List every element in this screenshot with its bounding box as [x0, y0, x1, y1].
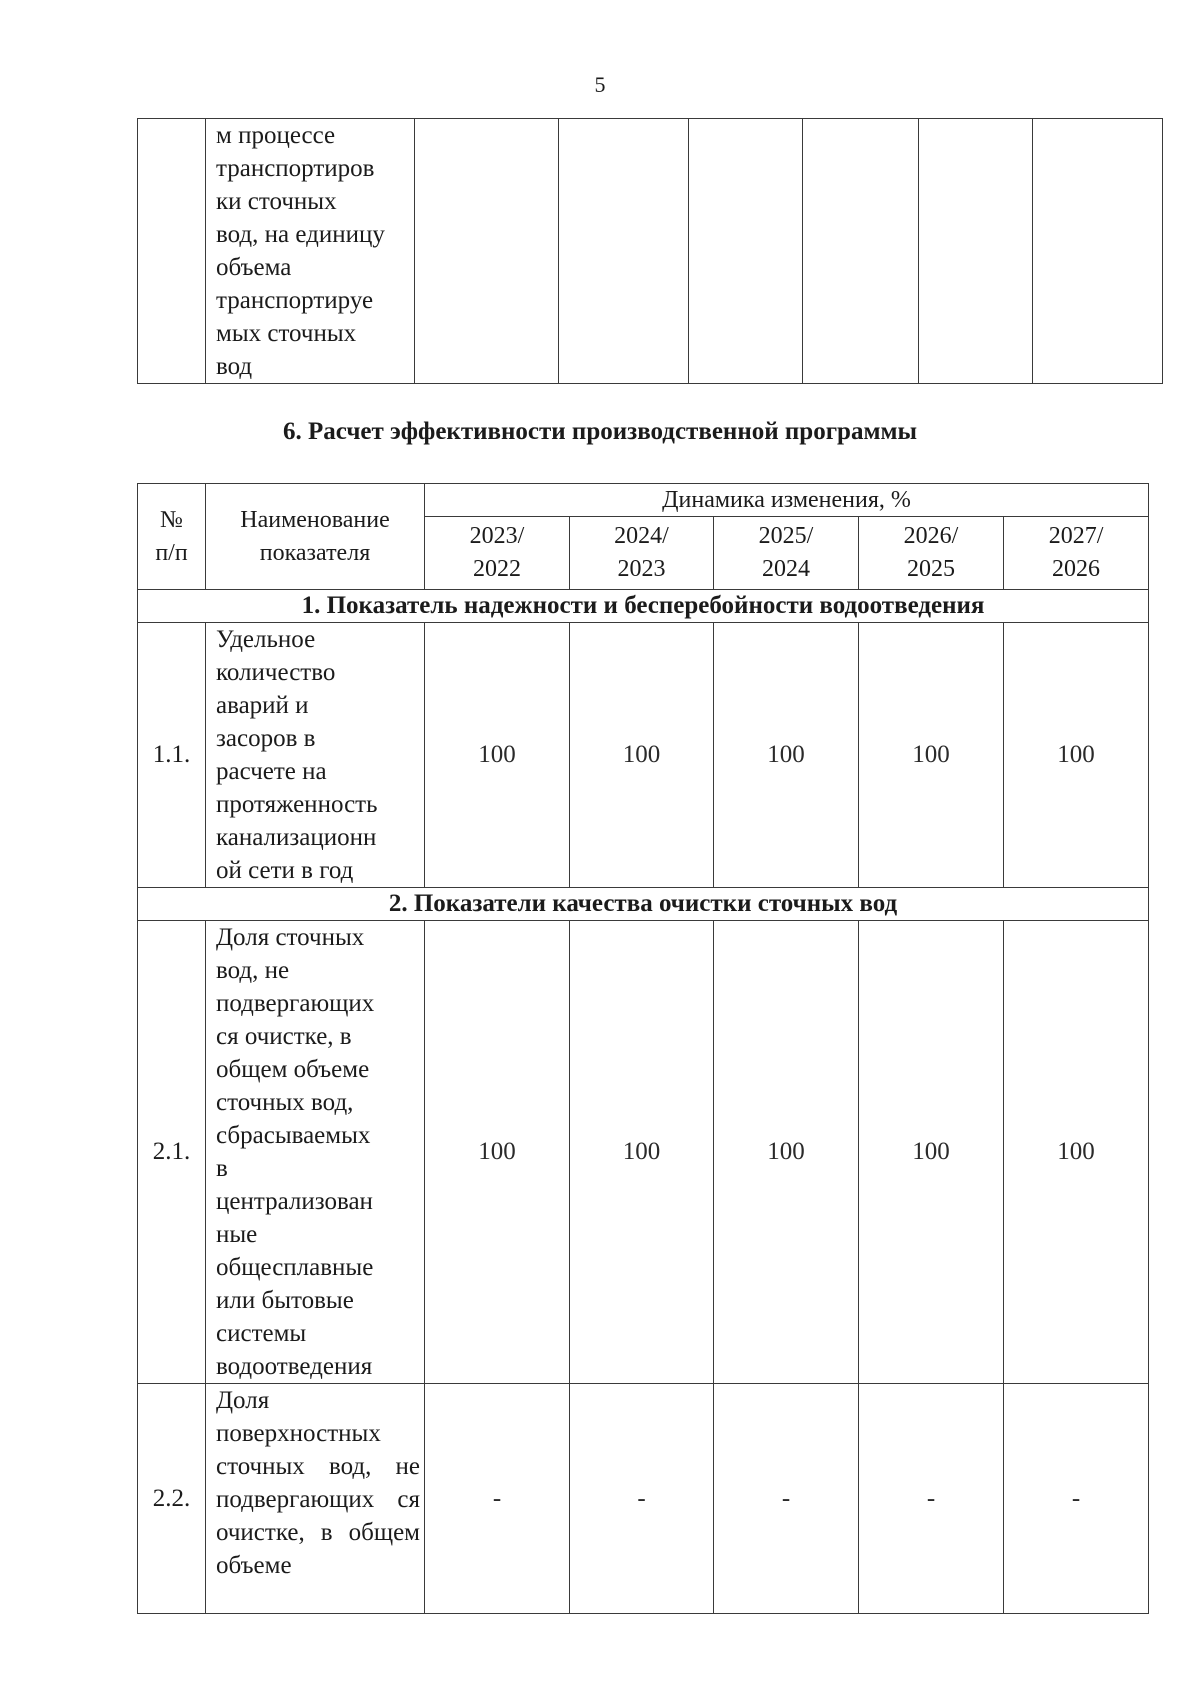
- page-number: 5: [594, 72, 606, 97]
- table-row: [138, 623, 1149, 888]
- row-name: Доля сточных вод, не подвергающих ся очистке, в общем объеме сточных вод, сбрасываемых в централизован ные общесплавные или бытовые системы водоотведения: [206, 921, 425, 1384]
- row-value: -: [425, 1384, 570, 1614]
- continuation-num-cell: [138, 119, 206, 384]
- efficiency-table: [137, 483, 1149, 1614]
- continuation-text: м процессе транспортиров ки сточных вод, на единицу объема транспортируе мых сточных вод: [216, 122, 385, 380]
- continuation-name-cell: [206, 119, 415, 384]
- continuation-value-cell: [559, 119, 689, 384]
- row-value: 100: [714, 623, 859, 888]
- continuation-table: [137, 118, 1163, 384]
- row-value: -: [859, 1384, 1004, 1614]
- row-value: -: [1004, 1384, 1149, 1614]
- group-title: 1. Показатель надежности и бесперебойности водоотведения: [138, 590, 1149, 623]
- row-value: 100: [1004, 921, 1149, 1384]
- row-num: 2.2.: [138, 1384, 206, 1614]
- table-row: [138, 921, 1149, 1384]
- header-year: 2027/ 2026: [1004, 517, 1149, 590]
- group-title: 2. Показатели качества очистки сточных вод: [138, 888, 1149, 921]
- table-row: [138, 1384, 1149, 1614]
- row-name: Удельное количество аварий и засоров в расчете на протяженность канализационн ой сети в год: [206, 623, 425, 888]
- continuation-value-cell: [803, 119, 919, 384]
- header-num-text: № п/п: [155, 506, 188, 566]
- row-value: 100: [425, 623, 570, 888]
- row-num: 2.1.: [138, 921, 206, 1384]
- row-value: 100: [425, 921, 570, 1384]
- continuation-row: [138, 119, 1163, 384]
- header-name-text: Наименование показателя: [240, 506, 390, 566]
- header-dynamics: Динамика изменения, %: [425, 484, 1149, 517]
- group-row: [138, 888, 1149, 921]
- row-value: 100: [714, 921, 859, 1384]
- continuation-value-cell: [415, 119, 559, 384]
- group-row: [138, 590, 1149, 623]
- row-value: -: [570, 1384, 714, 1614]
- header-year: 2023/ 2022: [425, 517, 570, 590]
- row-num: 1.1.: [138, 623, 206, 888]
- row-value: 100: [1004, 623, 1149, 888]
- section-title: 6. Расчет эффективности производственной программы: [282, 418, 918, 445]
- header-year: 2026/ 2025: [859, 517, 1004, 590]
- continuation-value-cell: [919, 119, 1033, 384]
- header-year: 2025/ 2024: [714, 517, 859, 590]
- continuation-value-cell: [1033, 119, 1163, 384]
- row-value: 100: [859, 623, 1004, 888]
- header-name: [206, 484, 425, 590]
- header-num: [138, 484, 206, 590]
- row-value: -: [714, 1384, 859, 1614]
- header-year: 2024/ 2023: [570, 517, 714, 590]
- row-name: Доля поверхностных сточных вод, не подвергающих ся очистке, в общем объеме: [206, 1384, 425, 1614]
- continuation-value-cell: [689, 119, 803, 384]
- header-row: [138, 484, 1149, 517]
- row-value: 100: [859, 921, 1004, 1384]
- row-value: 100: [570, 623, 714, 888]
- row-value: 100: [570, 921, 714, 1384]
